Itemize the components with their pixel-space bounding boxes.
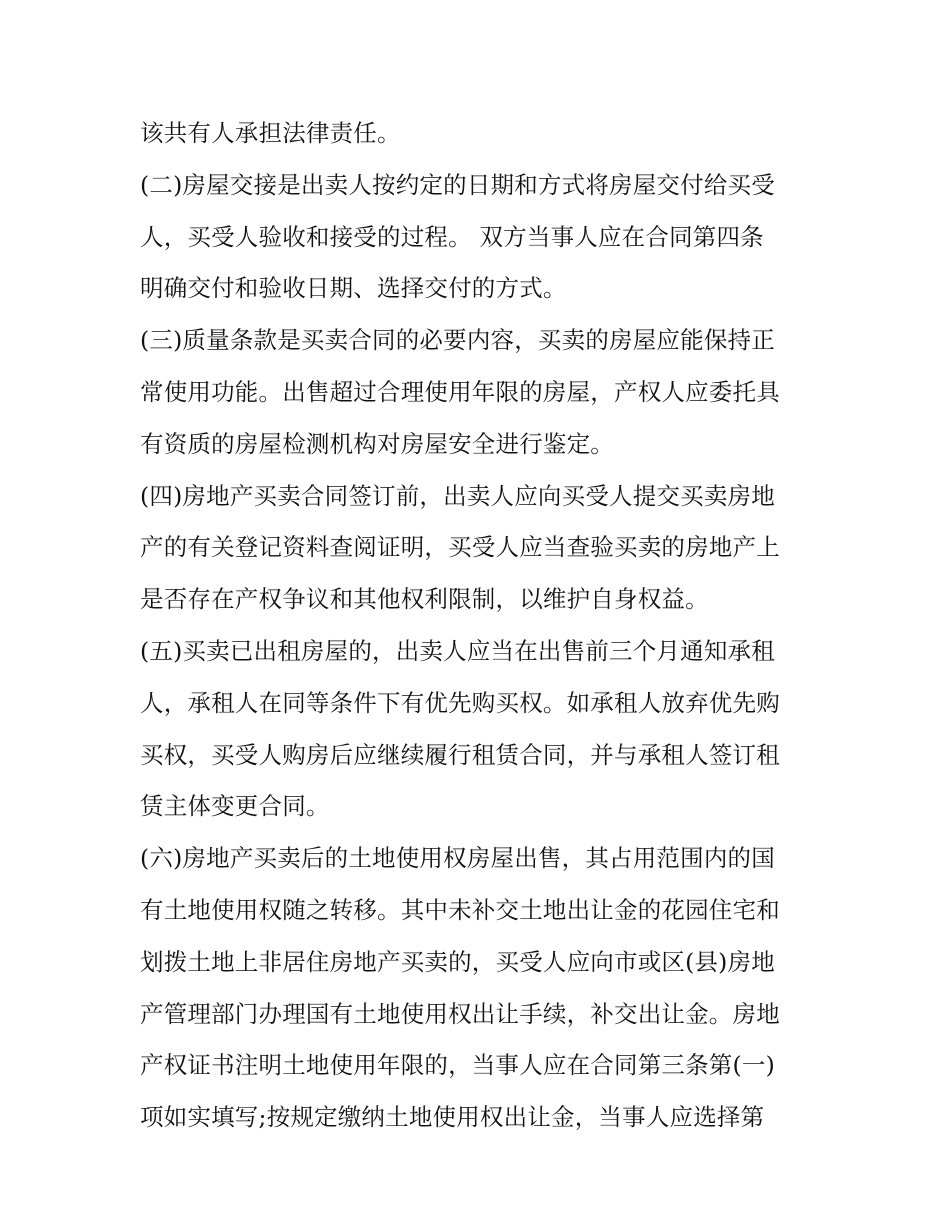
text-line: 划拨土地上非居住房地产买卖的，买受人应向市或区(县)房地 [140,947,775,976]
text-line: 明确交付和验收日期、选择交付的方式。 [140,274,567,303]
text-line: 产权证书注明土地使用年限的，当事人应在合同第三条第(一) [140,1051,775,1080]
text-line: 该共有人承担法律责任。 [140,119,401,147]
text-line: (三)质量条款是买卖合同的必要内容，买卖的房屋应能保持正 [140,326,775,355]
text-line: 产管理部门办理国有土地使用权出让手续，补交出让金。房地 [140,999,780,1028]
text-line: 有资质的房屋检测机构对房屋安全进行鉴定。 [140,429,614,458]
text-line: 赁主体变更合同。 [140,792,330,821]
text-line: 常使用功能。出售超过合理使用年限的房屋，产权人应委托具 [140,377,780,406]
text-line: 买权，买受人购房后应继续履行租赁合同，并与承租人签订租 [140,740,780,769]
text-line: 产的有关登记资料查阅证明，买受人应当查验买卖的房地产上 [140,533,780,562]
text-line: 项如实填写;按规定缴纳土地使用权出让金，当事人应选择第 [140,1103,765,1132]
text-line: 人，承租人在同等条件下有优先购买权。如承租人放弃优先购 [140,688,780,717]
text-line: (五)买卖已出租房屋的，出卖人应当在出售前三个月通知承租 [140,636,775,665]
text-line: (二)房屋交接是出卖人按约定的日期和方式将房屋交付给买受 [140,170,775,199]
body-text [140,108,820,1144]
text-line: 是否存在产权争议和其他权利限制，以维护自身权益。 [140,585,709,614]
text-line: (六)房地产买卖后的土地使用权房屋出售，其占用范围内的国 [140,844,775,873]
text-line: 有土地使用权随之转移。其中未补交土地出让金的花园住宅和 [140,895,780,924]
text-line: (四)房地产买卖合同签订前，出卖人应向买受人提交买卖房地 [140,481,775,510]
text-line: 人，买受人验收和接受的过程。 双方当事人应在合同第四条 [140,222,764,251]
